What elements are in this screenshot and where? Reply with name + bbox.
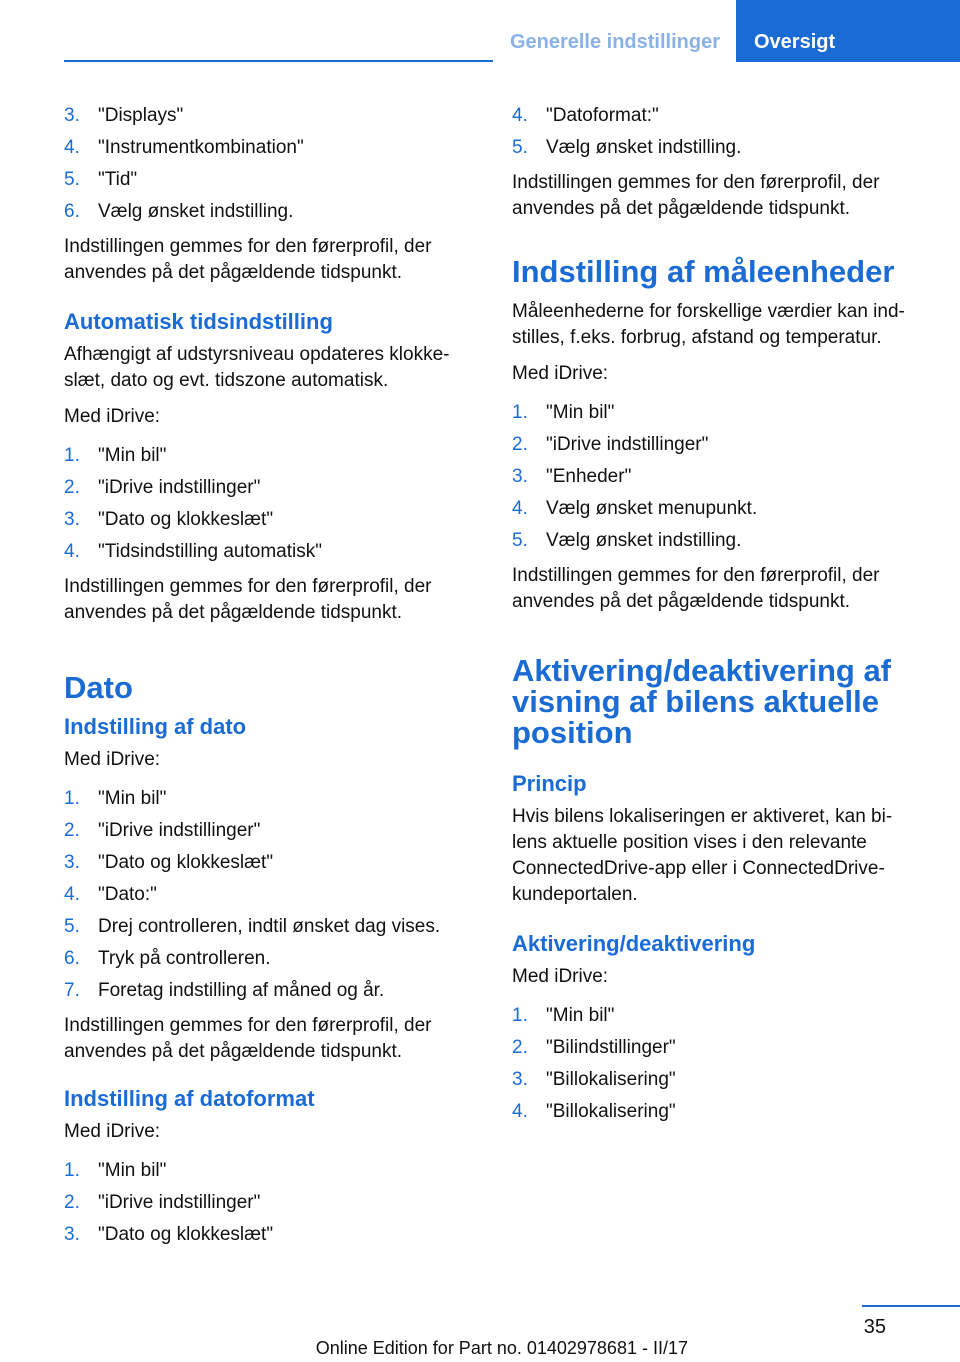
list-item xyxy=(512,429,912,461)
list-item-number: 1. xyxy=(64,1160,80,1181)
list-item-number: 3. xyxy=(64,1224,80,1245)
list-item-text: "Min bil" xyxy=(98,445,167,466)
step-list xyxy=(64,440,464,568)
step-list xyxy=(512,1000,912,1128)
list-item-text: "iDrive indstillinger" xyxy=(98,1192,261,1213)
left-column xyxy=(64,100,464,1257)
list-item-text: "Tid" xyxy=(98,169,138,190)
list-item-number: 4. xyxy=(512,1101,528,1122)
list-item-number: 4. xyxy=(64,884,80,905)
list-item xyxy=(64,440,464,472)
header-tab-label: Oversigt xyxy=(754,31,836,53)
list-item-number: 1. xyxy=(512,402,528,423)
list-item-text: Vælg ønsket menupunkt. xyxy=(546,498,758,519)
list-item-text: "Min bil" xyxy=(546,402,615,423)
list-item-number: 1. xyxy=(64,788,80,809)
right-column xyxy=(512,100,912,1134)
heading-date-format: Indstilling af datoformat xyxy=(64,1086,315,1111)
list-item-text: "Tidsindstilling automatisk" xyxy=(98,541,322,562)
section-heading-vehicle-position: Aktivering/deaktivering af visning af bilens aktuelle position xyxy=(512,653,892,750)
heading-automatic-time: Automatisk tidsindstilling xyxy=(64,309,333,334)
list-item-text: "Instrumentkombination" xyxy=(98,137,304,158)
list-item-number: 3. xyxy=(512,1069,528,1090)
list-item-text: "Datoformat:" xyxy=(546,105,659,126)
list-item-text: "Min bil" xyxy=(546,1005,615,1026)
list-item xyxy=(64,783,464,815)
section-heading-units: Indstilling af måleenheder xyxy=(512,254,895,289)
edition-note: Online Edition for Part no. 01402978681 - II/17 xyxy=(315,1338,688,1358)
list-item xyxy=(512,397,912,429)
list-item-number: 2. xyxy=(64,477,80,498)
header-tab xyxy=(736,0,960,62)
list-item-number: 7. xyxy=(64,980,80,1001)
list-item-text: "Dato og klokkeslæt" xyxy=(98,509,274,530)
list-item xyxy=(64,536,464,568)
list-item-text: "Billokalisering" xyxy=(546,1069,676,1090)
list-item-number: 1. xyxy=(512,1005,528,1026)
list-item-number: 6. xyxy=(64,948,80,969)
list-item-number: 2. xyxy=(512,434,528,455)
paragraph: Med iDrive: xyxy=(64,749,161,770)
list-item xyxy=(64,1187,464,1219)
list-item xyxy=(512,1064,912,1096)
list-item-text: Vælg ønsket indstilling. xyxy=(98,201,294,222)
list-item-text: "iDrive indstillinger" xyxy=(546,434,709,455)
step-list xyxy=(64,783,464,1007)
list-item-number: 5. xyxy=(64,169,80,190)
step-list xyxy=(512,100,912,164)
list-item-number: 3. xyxy=(64,852,80,873)
list-item xyxy=(512,461,912,493)
paragraph: Afhængigt af udstyrsniveau opdateres klokkeslæt, dato og evt. tidszone automatisk. xyxy=(64,344,450,391)
paragraph: Måleenhederne for forskellige værdier kan indstilles, f.eks. forbrug, afstand og temperatur. xyxy=(512,301,905,348)
section-heading-date: Dato xyxy=(64,670,133,705)
list-item-text: "Bilindstillinger" xyxy=(546,1037,676,1058)
header-section-label: Generelle indstillinger xyxy=(509,31,720,53)
list-item xyxy=(512,100,912,132)
list-item-number: 5. xyxy=(64,916,80,937)
paragraph: Med iDrive: xyxy=(512,966,609,987)
list-item-number: 1. xyxy=(64,445,80,466)
list-item-number: 4. xyxy=(64,137,80,158)
list-item-number: 2. xyxy=(512,1037,528,1058)
list-item-number: 3. xyxy=(64,509,80,530)
header-section xyxy=(493,0,736,62)
list-item xyxy=(64,196,464,228)
list-item xyxy=(64,879,464,911)
step-list xyxy=(64,1155,464,1251)
list-item-text: "Billokalisering" xyxy=(546,1101,676,1122)
list-item xyxy=(64,911,464,943)
list-item xyxy=(64,472,464,504)
paragraph: Indstillingen gemmes for den førerprofil, der anvendes på det pågældende tidspunkt. xyxy=(512,172,880,219)
list-item-text: Foretag indstilling af måned og år. xyxy=(98,980,385,1001)
list-item xyxy=(64,1155,464,1187)
list-item xyxy=(64,847,464,879)
list-item xyxy=(512,493,912,525)
list-item-number: 3. xyxy=(512,466,528,487)
list-item xyxy=(512,1032,912,1064)
list-item-text: "Dato og klokkeslæt" xyxy=(98,852,274,873)
list-item-number: 5. xyxy=(512,137,528,158)
paragraph: Indstillingen gemmes for den førerprofil, der anvendes på det pågældende tidspunkt. xyxy=(512,565,880,612)
list-item xyxy=(64,943,464,975)
list-item-number: 2. xyxy=(64,1192,80,1213)
list-item-number: 6. xyxy=(64,201,80,222)
list-item-text: "iDrive indstillinger" xyxy=(98,477,261,498)
list-item xyxy=(64,975,464,1007)
paragraph: Hvis bilens lokaliseringen er aktiveret, kan bilens aktuelle position vises i den relevante ConnectedDrive-app eller i ConnectedDrive-kundeportalen. xyxy=(512,806,893,905)
heading-set-date: Indstilling af dato xyxy=(64,714,247,739)
step-list xyxy=(512,397,912,557)
list-item-text: "Enheder" xyxy=(546,466,632,487)
paragraph: Indstillingen gemmes for den førerprofil, der anvendes på det pågældende tidspunkt. xyxy=(64,576,432,623)
list-item-text: Vælg ønsket indstilling. xyxy=(546,530,742,551)
list-item xyxy=(64,132,464,164)
page-number: 35 xyxy=(863,1316,886,1338)
list-item-number: 3. xyxy=(64,105,80,126)
step-list xyxy=(64,100,464,228)
list-item-number: 4. xyxy=(512,498,528,519)
footer-rule xyxy=(862,1305,960,1307)
page-header xyxy=(0,0,960,62)
list-item xyxy=(64,1219,464,1251)
list-item xyxy=(64,815,464,847)
paragraph: Indstillingen gemmes for den førerprofil, der anvendes på det pågældende tidspunkt. xyxy=(64,236,432,283)
list-item xyxy=(64,164,464,196)
heading-principle: Princip xyxy=(512,771,587,796)
list-item xyxy=(512,132,912,164)
paragraph: Med iDrive: xyxy=(64,1121,161,1142)
list-item-number: 2. xyxy=(64,820,80,841)
list-item xyxy=(64,504,464,536)
list-item-text: Vælg ønsket indstilling. xyxy=(546,137,742,158)
list-item xyxy=(512,525,912,557)
list-item xyxy=(64,100,464,132)
paragraph: Med iDrive: xyxy=(64,406,161,427)
list-item xyxy=(512,1096,912,1128)
list-item-text: Tryk på controlleren. xyxy=(98,948,271,969)
list-item-text: "Dato:" xyxy=(98,884,157,905)
list-item-text: "Dato og klokkeslæt" xyxy=(98,1224,274,1245)
list-item-number: 5. xyxy=(512,530,528,551)
list-item-text: "Min bil" xyxy=(98,788,167,809)
heading-activation: Aktivering/deaktivering xyxy=(512,931,756,956)
list-item-number: 4. xyxy=(64,541,80,562)
list-item-number: 4. xyxy=(512,105,528,126)
list-item-text: "Min bil" xyxy=(98,1160,167,1181)
list-item-text: "Displays" xyxy=(98,105,184,126)
list-item xyxy=(512,1000,912,1032)
paragraph: Med iDrive: xyxy=(512,363,609,384)
list-item-text: "iDrive indstillinger" xyxy=(98,820,261,841)
paragraph: Indstillingen gemmes for den førerprofil, der anvendes på det pågældende tidspunkt. xyxy=(64,1015,432,1062)
list-item-text: Drej controlleren, indtil ønsket dag vises. xyxy=(98,916,441,937)
